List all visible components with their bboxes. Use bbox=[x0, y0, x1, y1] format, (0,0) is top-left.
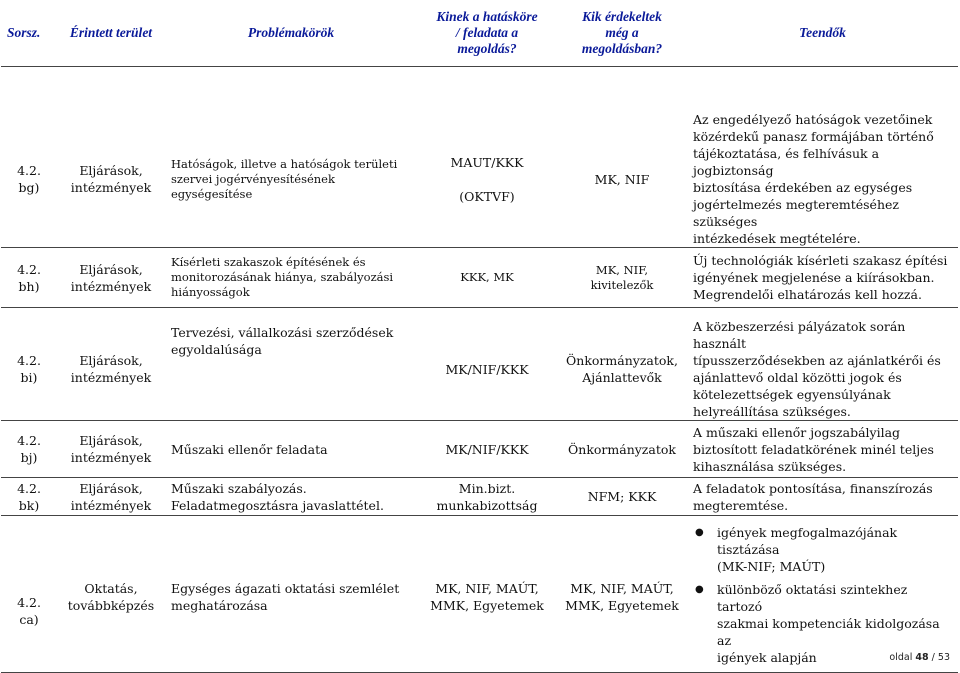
page-label: oldal bbox=[889, 652, 913, 663]
header-problem: Problémakörök bbox=[165, 0, 417, 67]
table-row bbox=[1, 248, 958, 308]
row-area: Eljárások, intézmények bbox=[57, 421, 165, 478]
row-problem: Egységes ágazati oktatási szemlélet meghatározása bbox=[165, 522, 417, 673]
row-number: 4.2. bk) bbox=[1, 478, 57, 516]
row-task: A feladatok pontosítása, finanszírozás megteremtése. bbox=[687, 478, 958, 516]
row-area: Eljárások, intézmények bbox=[57, 478, 165, 516]
header-area: Érintett terület bbox=[57, 0, 165, 67]
row-responsible: MK, NIF, MAÚT, MMK, Egyetemek bbox=[417, 522, 557, 673]
row-number: 4.2. bj) bbox=[1, 421, 57, 478]
row-task: Az engedélyező hatóságok vezetőinek közérdekű panasz formájában történő tájékoztatása, és felhívásuk a jogbiztonság biztosítása érdekében az egységes jogértelmezés megteremtéséhez szükséges intézkedések megtételére. bbox=[687, 111, 958, 248]
row-task bbox=[687, 522, 958, 673]
row-number: 4.2. ca) bbox=[1, 522, 57, 673]
row-problem: Hatóságok, illetve a hatóságok területi szervei jogérvényesítésének egységesítése bbox=[165, 111, 417, 248]
row-problem: Kísérleti szakaszok építésének és monitorozásának hiánya, szabályozási hiányosságok bbox=[165, 248, 417, 308]
row-task: A műszaki ellenőr jogszabályilag biztosított feladatkörének minél teljes kihasználása szükséges. bbox=[687, 421, 958, 478]
row-problem: Műszaki szabályozás. Feladatmegosztásra javaslattétel. bbox=[165, 478, 417, 516]
row-responsible: KKK, MK bbox=[417, 248, 557, 308]
row-responsible: MK/NIF/KKK bbox=[417, 421, 557, 478]
row-responsible: MK/NIF/KKK bbox=[417, 318, 557, 421]
measures-table bbox=[1, 0, 958, 673]
page-number: 48 bbox=[915, 652, 929, 663]
header-row bbox=[1, 0, 958, 67]
row-number: 4.2. bh) bbox=[1, 248, 57, 308]
table-row bbox=[1, 421, 958, 478]
table-row bbox=[1, 478, 958, 516]
row-number: 4.2. bi) bbox=[1, 318, 57, 421]
row-problem: Műszaki ellenőr feladata bbox=[165, 421, 417, 478]
row-area: Eljárások, intézmények bbox=[57, 318, 165, 421]
header-responsible: Kinek a hatásköre / feladata a megoldás? bbox=[417, 0, 557, 67]
table-row bbox=[1, 522, 958, 673]
table-row bbox=[1, 318, 958, 421]
page-separator: / bbox=[931, 652, 935, 663]
row-task: Új technológiák kísérleti szakasz építési igényének megjelenése a kiírásokban. Megrendelői elhatározás kell hozzá. bbox=[687, 248, 958, 308]
row-responsible: Min.bizt. munkabizottság bbox=[417, 478, 557, 516]
header-tasks: Teendők bbox=[687, 0, 958, 67]
header-stakeholders: Kik érdekeltek még a megoldásban? bbox=[557, 0, 687, 67]
row-stakeholders: Önkormányzatok bbox=[557, 421, 687, 478]
row-area: Eljárások, intézmények bbox=[57, 111, 165, 248]
row-area: Oktatás, továbbképzés bbox=[57, 522, 165, 673]
list-item: ● különböző oktatási szintekhez tartozó szakmai kompetenciák kidolgozása az igények alapján bbox=[717, 581, 952, 666]
list-item: ● igények megfogalmazójának tisztázása (MK-NIF; MAÚT) bbox=[717, 524, 952, 575]
page-footer bbox=[889, 652, 950, 663]
row-problem: Tervezési, vállalkozási szerződések egyoldalúsága bbox=[165, 318, 417, 421]
row-stakeholders: NFM; KKK bbox=[557, 478, 687, 516]
task-list bbox=[693, 524, 952, 666]
table-row bbox=[1, 111, 958, 248]
row-stakeholders: MK, NIF, kivitelezők bbox=[557, 248, 687, 308]
row-number: 4.2. bg) bbox=[1, 111, 57, 248]
row-area: Eljárások, intézmények bbox=[57, 248, 165, 308]
row-stakeholders: Önkormányzatok, Ajánlattevők bbox=[557, 318, 687, 421]
row-responsible: MAUT/KKK (OKTVF) bbox=[417, 111, 557, 248]
header-serial: Sorsz. bbox=[1, 0, 57, 67]
row-task: A közbeszerzési pályázatok során használt típusszerződésekben az ajánlatkérői és ajánlattevő oldal közötti jogok és kötelezettségek egyensúlyának helyreállítása szükséges. bbox=[687, 318, 958, 421]
row-stakeholders: MK, NIF, MAÚT, MMK, Egyetemek bbox=[557, 522, 687, 673]
row-stakeholders: MK, NIF bbox=[557, 111, 687, 248]
page-total: 53 bbox=[937, 652, 950, 663]
